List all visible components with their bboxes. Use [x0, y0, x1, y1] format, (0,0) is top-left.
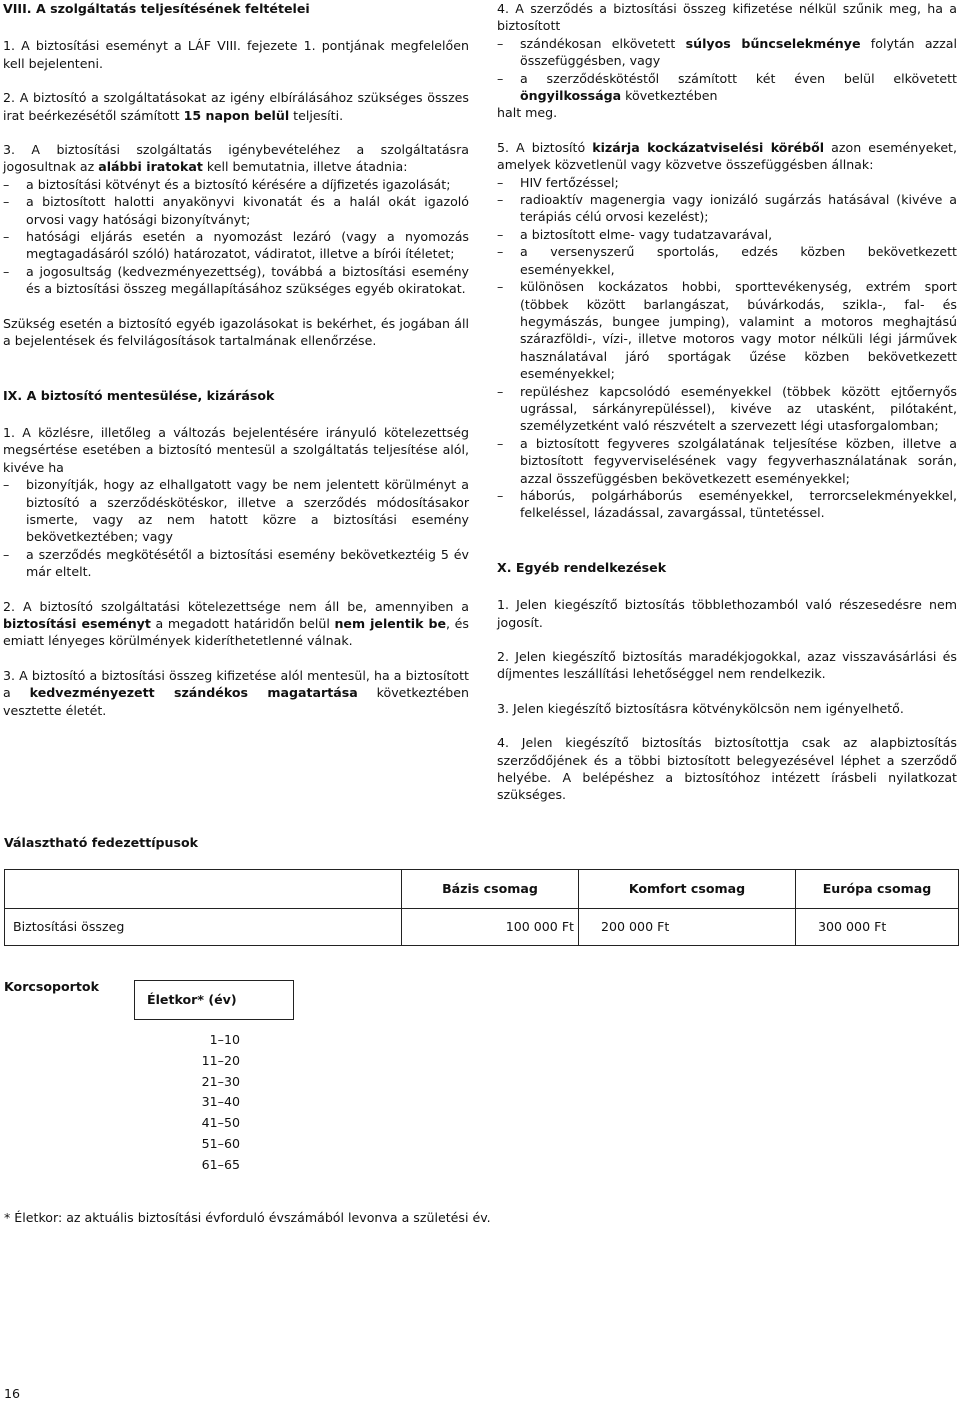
- footnote: * Életkor: az aktuális biztosítási évforduló évszámából levonva a születési év.: [4, 1210, 491, 1225]
- section-10-title: X. Egyéb rendelkezések: [497, 559, 667, 575]
- age-header: Életkor* (év): [134, 980, 294, 1020]
- list-item: – repüléshez kapcsolódó eseményekkel (többek között ejtőernyős ugrással, sárkányrepüléssel), kivéve az utasként, pilótaként, személyzetként való részvételt a szervezett légi utasforgalomban;: [497, 383, 957, 434]
- list-item: – a biztosított halotti anyakönyvi kivonatát és a halál okát igazoló orvosi vagy hatósági bizonyítványt;: [3, 194, 469, 227]
- table-cell: Biztosítási összeg: [5, 909, 402, 946]
- table-row: [5, 870, 959, 909]
- list-item: 31–40: [201, 1094, 240, 1110]
- table-cell: 200 000 Ft: [579, 909, 796, 946]
- list-item: – különösen kockázatos hobbi, sporttevékenység, extrém sport (többek között barlangászat, búvárkodás, szikla-, fal- és hegymászás, bungee jumping), valamint a motoros meghajtású szárazföldi-, vízi-, illetve motoros vagy motor nélküli légi járművek használatával járó sportágak űzése közben bekövetkezett eseményekkel;: [497, 279, 957, 382]
- list-item: – radioaktív magenergia vagy ionizáló sugárzás hatásával (kivéve a terápiás célú orvosi kezelést);: [497, 192, 957, 225]
- left-column: [3, 0, 469, 719]
- section-8-title: VIII. A szolgáltatás teljesítésének feltételei: [3, 1, 310, 16]
- list-item: – bizonyítják, hogy az elhallgatott vagy be nem jelentett körülményt a biztosító a szerződéskötéskor, illetve a szerződés módosításakor ismerte, vagy az nem hatott közre a biztosítási esemény bekövetkeztében; vagy: [3, 477, 469, 545]
- list-item: – a biztosított fegyveres szolgálatának teljesítése közben, illetve a biztosított fegyverviselésének vagy fegyverhasználatának során, azzal összefüggésben bekövetkezett eseményekkel;: [497, 435, 957, 486]
- s10-item-3: 3. Jelen kiegészítő biztosításra kötvénykölcsön nem igényelhető.: [497, 700, 904, 716]
- age-groups-title: Korcsoportok: [4, 979, 99, 994]
- s9-paragraph-3: 3. A biztosító a biztosítási összeg kifizetése alól mentesül, ha a biztosított a kedvezményezett szándékos magatartása következtében vesztette életét.: [3, 667, 469, 718]
- s10-item-4: 4. Jelen kiegészítő biztosítás biztosítottja csak az alapbiztosítás szerződőjének és a többi biztosított belegyezésével léphet a szerződő helyébe. A belépéshez a biztosítóhoz intézett írásbeli nyilatkozat szükséges.: [497, 735, 957, 803]
- list-item: – a versenyszerű sportolás, edzés közben bekövetkezett eseményekkel,: [497, 244, 957, 277]
- s9-paragraph-4-end: halt meg.: [497, 105, 558, 121]
- list-item: – a szerződéskötéstől számított két éven belül elkövetett öngyilkossága következtében: [497, 70, 957, 104]
- age-list: [170, 1030, 240, 1176]
- list-item: – a biztosítási kötvényt és a biztosító kérésére a díjfizetés igazolását;: [3, 176, 451, 192]
- section-9-title: IX. A biztosító mentesülése, kizárások: [3, 387, 275, 403]
- s8-paragraph-1: 1. A biztosítási eseményt a LÁF VIII. fejezete 1. pontjának megfelelően kell bejelenteni.: [3, 38, 469, 71]
- list-item: 41–50: [201, 1115, 240, 1131]
- table-cell: 100 000 Ft: [402, 909, 579, 946]
- s8-paragraph-4: Szükség esetén a biztosító egyéb igazolásokat is bekérhet, és jogában áll a bejelentések és felvilágosítások tartalmának ellenőrzése.: [3, 315, 469, 349]
- list-item: – hatósági eljárás esetén a nyomozást lezáró (vagy a nyomozás megtagadásáról szóló) határozatot, vádiratot, illetve a bírói ítéletet;: [3, 229, 469, 262]
- s10-item-2: 2. Jelen kiegészítő biztosítás maradékjogokkal, azaz visszavásárlási és díjmentes leszállítási lehetőséggel nem rendelkezik.: [497, 649, 957, 682]
- coverage-title: Választható fedezettípusok: [4, 835, 199, 850]
- list-item: – a szerződés megkötésétől a biztosítási esemény bekövetkeztéig 5 év már eltelt.: [3, 546, 469, 580]
- list-item: – a biztosított elme- vagy tudatzavarával,: [497, 226, 773, 242]
- s8-paragraph-3: 3. A biztosítási szolgáltatás igénybevételéhez a szolgáltatásra jogosultnak az alábbi iratokat kell bemutatnia, illetve átadnia:: [3, 142, 469, 175]
- s9-paragraph-2: 2. A biztosító szolgáltatási kötelezettsége nem áll be, amennyiben a biztosítási eseményt a megadott határidőn belül nem jelentik be, és emiatt lényeges körülmények kideríthetetlenné válnak.: [3, 598, 469, 649]
- page-number: 16: [4, 1386, 21, 1401]
- list-item: – a jogosultság (kedvezményezettség), továbbá a biztosítási esemény és a biztosítási összeg megállapításához szükséges egyéb okiratokat.: [3, 263, 469, 297]
- s8-paragraph-2: 2. A biztosító a szolgáltatásokat az igény elbírálásához szükséges összes irat beérkezésétől számított 15 napon belül teljesíti.: [3, 90, 469, 123]
- list-item: – háborús, polgárháborús eseményekkel, terrorcselekményekkel, felkeléssel, lázadással, zavargással, tüntetéssel.: [497, 487, 957, 521]
- list-item: 61–65: [201, 1156, 240, 1172]
- list-item: – HIV fertőzéssel;: [497, 174, 619, 190]
- table-header-cell: [5, 870, 402, 909]
- s9-paragraph-4: 4. A szerződés a biztosítási összeg kifizetése nélkül szűnik meg, ha a biztosított: [497, 1, 957, 34]
- coverage-table: [4, 869, 959, 946]
- list-item: – szándékosan elkövetett súlyos bűncselekménye folytán azzal összefüggésben, vagy: [497, 35, 957, 69]
- list-item: 11–20: [201, 1052, 240, 1068]
- table-row: [5, 909, 959, 946]
- s10-item-1: 1. Jelen kiegészítő biztosítás többlethozamból való részesedésre nem jogosít.: [497, 597, 957, 630]
- table-cell: 300 000 Ft: [796, 909, 959, 946]
- table-header-cell: Európa csomag: [796, 870, 959, 909]
- list-item: 21–30: [201, 1073, 240, 1089]
- table-header-cell: Komfort csomag: [579, 870, 796, 909]
- s9-paragraph-5: 5. A biztosító kizárja kockázatviselési köréből azon eseményeket, amelyek közvetlenül vagy közvetve összefüggésben állnak:: [497, 139, 958, 173]
- s9-paragraph-1: 1. A közlésre, illetőleg a változás bejelentésére irányuló kötelezettség megsértése esetében a biztosító mentesül a szolgáltatás teljesítése alól, kivéve ha: [3, 424, 469, 475]
- list-item: 51–60: [201, 1135, 240, 1151]
- list-item: 1–10: [209, 1032, 240, 1047]
- table-header-cell: Bázis csomag: [402, 870, 579, 909]
- right-column: [497, 0, 957, 804]
